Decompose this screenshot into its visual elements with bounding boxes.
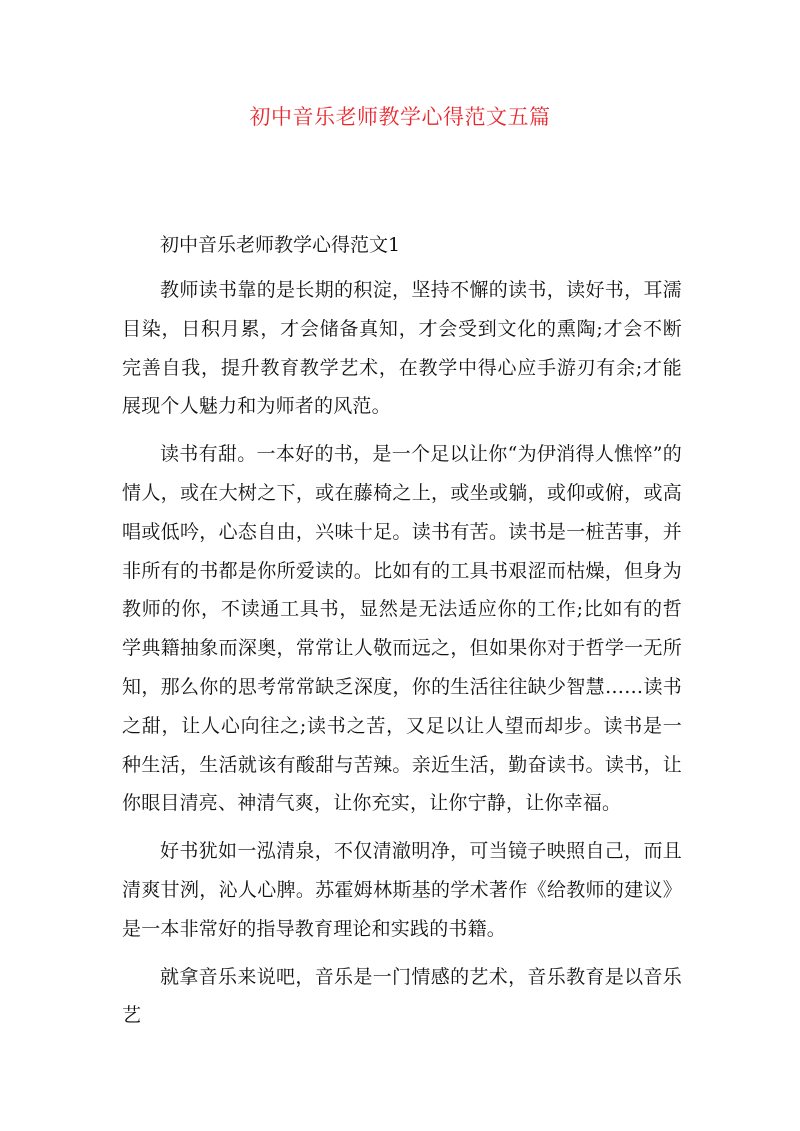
paragraph-4: 就拿音乐来说吧，音乐是一门情感的艺术，音乐教育是以音乐艺: [122, 965, 682, 1027]
paragraph-3: 好书犹如一泓清泉，不仅清澈明净，可当镜子映照自己，而且清爽甘洌，沁人心脾。苏霍姆林斯基的学术著作《给教师的建议》是一本非常好的指导教育理论和实践的书籍。: [122, 840, 682, 940]
document-title: 初中音乐老师教学心得范文五篇: [249, 105, 551, 129]
paragraph-1: 教师读书靠的是长期的积淀，坚持不懈的读书，读好书，耳濡目染，日积月累，才会储备真知，才会受到文化的熏陶;才会不断完善自我，提升教育教学艺术，在教学中得心应手游刃有余;才能展现个人魅力和为师者的风范。: [122, 279, 682, 418]
document-body: [122, 229, 682, 1044]
paragraph-2: 读书有甜。一本好的书，是一个足以让你“为伊消得人憔悴”的情人，或在大树之下，或在藤椅之上，或坐或躺，或仰或俯，或高唱或低吟，心态自由，兴味十足。读书有苦。读书是一桩苦事，并非所有的书都是你所爱读的。比如有的工具书艰涩而枯燥，但身为教师的你，不读通工具书，显然是无法适应你的工作;比如有的哲学典籍抽象而深奥，常常让人敬而远之，但如果你对于哲学一无所知，那么你的思考常常缺乏深度，你的生活往往缺少智慧……读书之甜，让人心向往之;读书之苦，又足以让人望而却步。读书是一种生活，生活就该有酸甜与苦辣。亲近生活，勤奋读书。读书，让你眼目清亮、神清气爽，让你充实，让你宁静，让你幸福。: [122, 443, 682, 815]
section-heading: 初中音乐老师教学心得范文1: [160, 234, 401, 256]
